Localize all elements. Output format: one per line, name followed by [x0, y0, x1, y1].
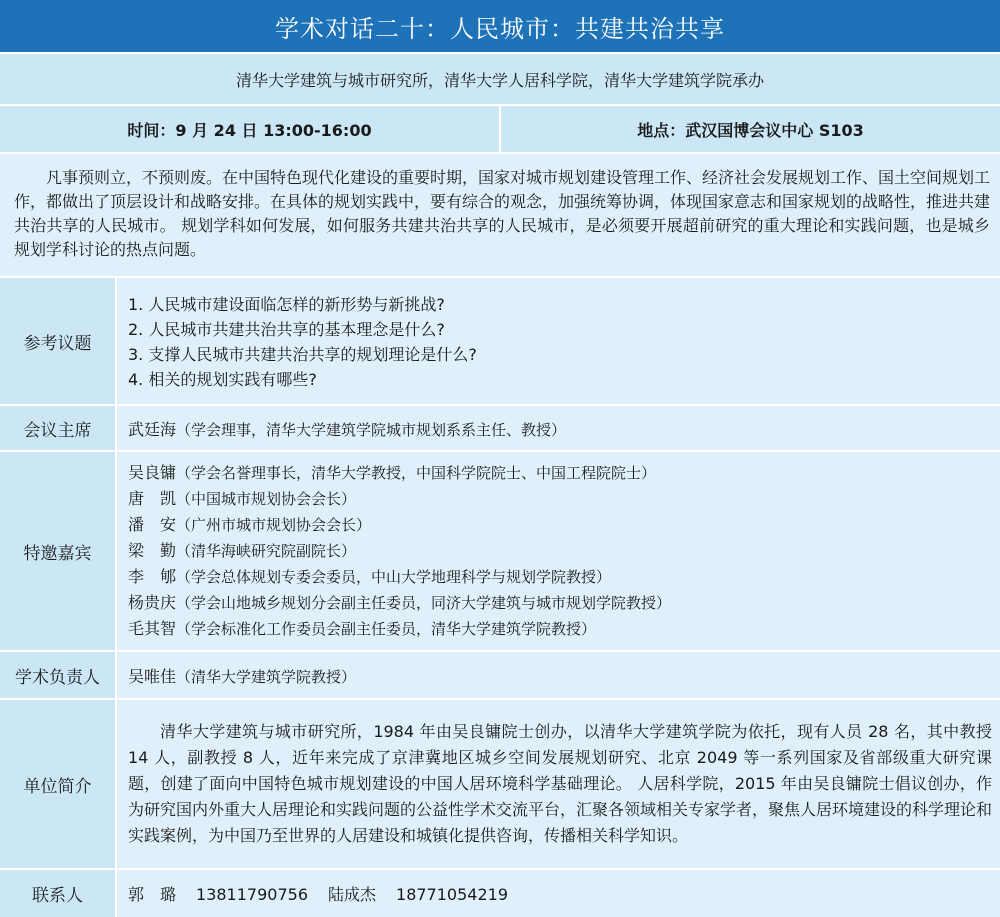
chair-name: 武廷海: [128, 419, 177, 439]
chair-desc: （学会理事，清华大学建筑学院城市规划系系主任、教授）: [176, 420, 567, 439]
guest-name: 吴良镛: [128, 463, 177, 482]
topic-item: 4. 相关的规划实践有哪些?: [128, 370, 317, 389]
guest-desc: （清华海峡研究院副院长）: [176, 542, 357, 560]
lead-desc: （清华大学建筑学院教授）: [176, 667, 357, 686]
guest-name: 唐 凯: [128, 489, 177, 508]
guest-desc: （学会山地城乡规划分会副主任委员，同济大学建筑与城市规划学院教授）: [176, 594, 672, 612]
guest-name: 潘 安: [128, 515, 177, 534]
lead-name: 吴唯佳: [128, 666, 177, 686]
page-title: 学术对话二十：人民城市：共建共治共享: [0, 0, 1000, 54]
topics-label: 参考议题: [0, 278, 117, 404]
guest-item: [128, 590, 1000, 616]
guest-desc: （学会标准化工作委员会副主任委员，清华大学建筑学院教授）: [176, 620, 597, 638]
guest-name: 杨贵庆: [128, 593, 177, 612]
contact-person-1: 郭 璐: [128, 885, 177, 904]
lead-content: [117, 652, 1000, 698]
topic-item: 1. 人民城市建设面临怎样的新形势与新挑战?: [128, 295, 445, 314]
guest-item: [128, 512, 1000, 538]
guest-item: [128, 538, 1000, 564]
contact-row: [0, 870, 1000, 917]
guest-desc: （学会名誉理事长，清华大学教授，中国科学院院士、中国工程院院士）: [176, 464, 657, 482]
time-text: 时间：9 月 24 日 13:00-16:00: [127, 120, 372, 140]
chair-label: 会议主席: [0, 406, 117, 450]
guests-list: [117, 452, 1000, 650]
guest-desc: （中国城市规划协会会长）: [176, 490, 357, 508]
topics-row: [0, 278, 1000, 406]
contact-content: [117, 870, 1000, 917]
guest-desc: （学会总体规划专委会委员，中山大学地理科学与规划学院教授）: [176, 568, 612, 586]
unit-text: 清华大学建筑与城市研究所，1984 年由吴良镛院士创办，以清华大学建筑学院为依托，现有人员 28 名，其中教授 14 人，副教授 8 人，近年来完成了京津冀地区城乡空间发展规划研究、北京 2049 等一系列国家及省部级重大研究课题，创建了面向中国特色城市规划建设的中国人居环境科学基础理论。 人居科学院，2015 年由吴良镛院士倡议创办，作为研究国内外重大人居理论和实践问题的公益性学术交流平台，汇聚各领域相关专家学者，聚焦人居环境建设的科学理论和实践案例，为中国乃至世界的人居建设和城镇化提供咨询，传播相关科学知识。: [117, 700, 1000, 868]
guests-row: [0, 452, 1000, 652]
guest-name: 李 郇: [128, 567, 177, 586]
guest-name: 毛其智: [128, 619, 177, 638]
contact-phone-2: 18771054219: [396, 885, 508, 904]
contact-phone-1: 13811790756: [196, 885, 308, 904]
topics-list: [117, 278, 1000, 404]
chair-row: [0, 406, 1000, 452]
lead-label: 学术负责人: [0, 652, 117, 698]
guest-item: [128, 460, 1000, 486]
contact-label: 联系人: [0, 870, 117, 917]
guest-item: [128, 564, 1000, 590]
academic-lead-row: [0, 652, 1000, 700]
guest-desc: （广州市城市规划协会会长）: [176, 516, 372, 534]
topic-item: 2. 人民城市共建共治共享的基本理念是什么?: [128, 320, 445, 339]
organizer-line: 清华大学建筑与城市研究所，清华大学人居科学院，清华大学建筑学院承办: [0, 54, 1000, 106]
guest-item: [128, 616, 1000, 642]
contact-person-2: 陆成杰: [328, 885, 377, 904]
unit-label: 单位简介: [0, 700, 117, 868]
intro-paragraph: 凡事预则立，不预则废。在中国特色现代化建设的重要时期，国家对城市规划建设管理工作、经济社会发展规划工作、国土空间规划工作，都做出了顶层设计和战略安排。在具体的规划实践中，要有综合的观念，加强统筹协调，体现国家意志和国家规划的战略性，推进共建共治共享的人民城市。 规划学科如何发展，如何服务共建共治共享的人民城市，是必须要开展超前研究的重大理论和实践问题，也是城乡规划学科讨论的热点问题。: [0, 154, 1000, 278]
guest-name: 梁 勤: [128, 541, 177, 560]
guest-item: [128, 486, 1000, 512]
location-text: 地点：武汉国博会议中心 S103: [499, 106, 1000, 152]
chair-content: [117, 406, 1000, 450]
topic-item: 3. 支撑人民城市共建共治共享的规划理论是什么?: [128, 345, 477, 364]
unit-intro-row: [0, 700, 1000, 870]
time-location-row: [0, 106, 1000, 154]
guests-label: 特邀嘉宾: [0, 452, 117, 650]
